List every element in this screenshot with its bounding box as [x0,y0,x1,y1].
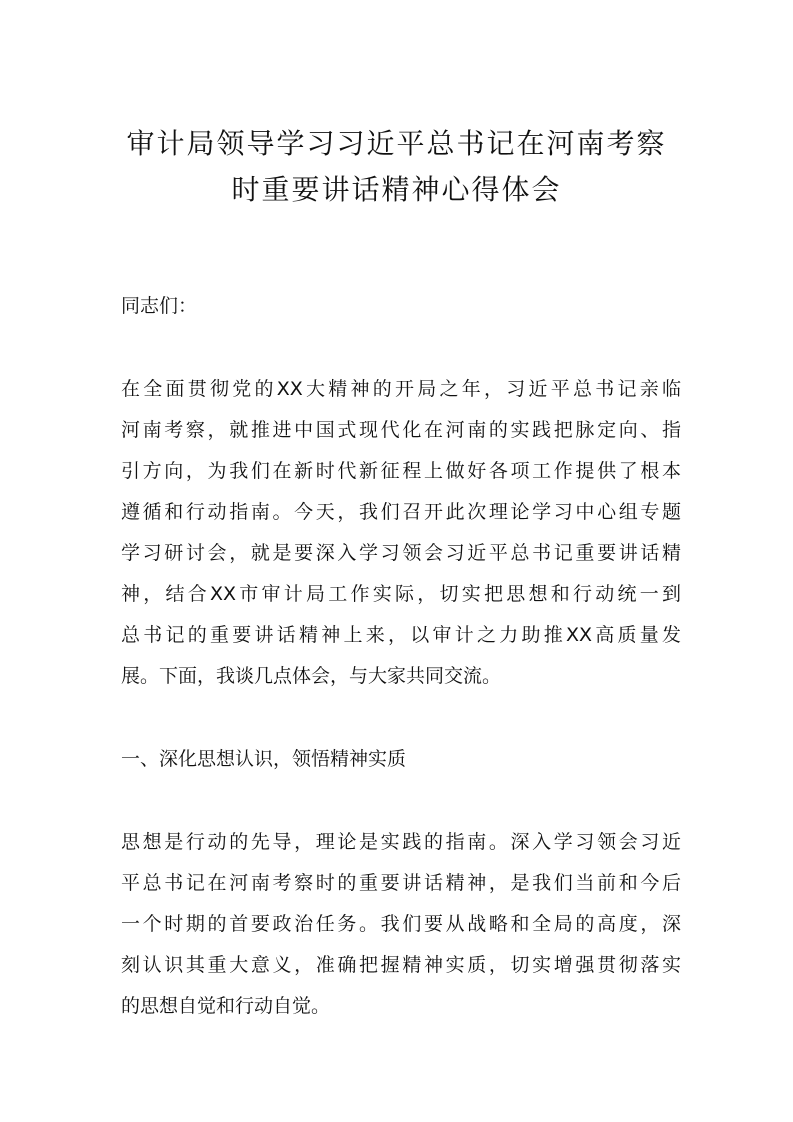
paragraph-line: 一个时期的首要政治任务。我们要从战略和全局的高度，深 [121,913,681,935]
document-title-line-2: 时重要讲话精神心得体会 [231,173,562,206]
paragraph-line: 平总书记在河南考察时的重要讲话精神，是我们当前和今后 [121,872,681,894]
paragraph-line: 河南考察，就推进中国式现代化在河南的实践把脉定向、指 [121,419,681,441]
paragraph-line: 在全面贯彻党的XX大精神的开局之年，习近平总书记亲临 [121,378,681,400]
paragraph-line: 刻认识其重大意义，准确把握精神实质，切实增强贯彻落实 [121,954,681,976]
section-heading-1: 一、深化思想认识，领悟精神实质 [121,748,407,770]
salutation: 同志们： [121,295,198,317]
paragraph-line: 学习研讨会，就是要深入学习领会习近平总书记重要讲话精 [121,542,681,564]
paragraph-line: 神，结合XX市审计局工作实际，切实把思想和行动统一到 [121,583,681,605]
paragraph-line: 思想是行动的先导，理论是实践的指南。深入学习领会习近 [121,831,681,853]
paragraph-line: 展。下面，我谈几点体会，与大家共同交流。 [121,665,502,687]
paragraph-line: 的思想自觉和行动自觉。 [121,995,331,1017]
paragraph-line: 遵循和行动指南。今天，我们召开此次理论学习中心组专题 [121,501,681,523]
paragraph-line: 引方向，为我们在新时代新征程上做好各项工作提供了根本 [121,460,681,482]
paragraph-line: 总书记的重要讲话精神上来，以审计之力助推XX高质量发 [121,624,681,646]
document-title-line-1: 审计局领导学习习近平总书记在河南考察 [126,127,667,160]
